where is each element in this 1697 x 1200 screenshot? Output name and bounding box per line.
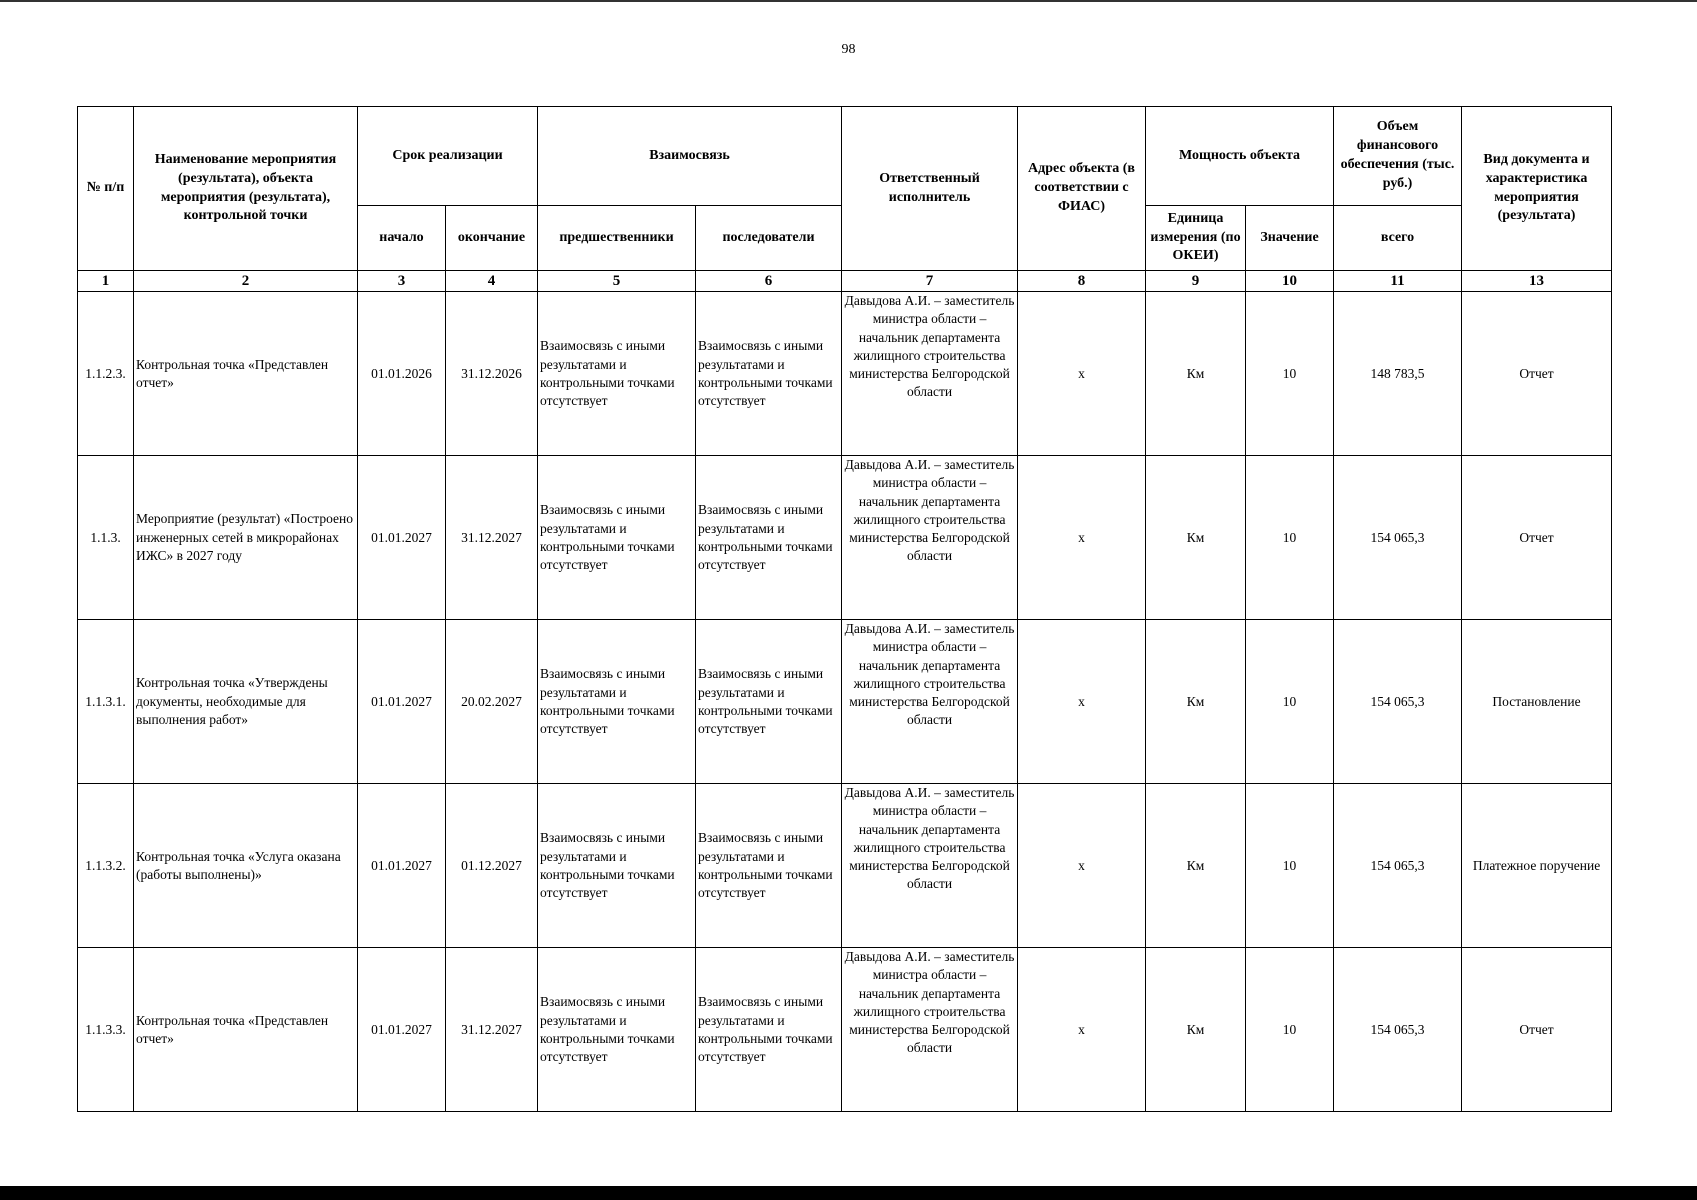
cell-doc: Постановление: [1462, 620, 1612, 784]
cell-address: х: [1018, 292, 1146, 456]
header-name: Наименование мероприятия (результата), объекта мероприятия (результата), контрольной точки: [134, 107, 358, 271]
header-num: № п/п: [78, 107, 134, 271]
column-number: 8: [1018, 271, 1146, 292]
cell-predecessors: Взаимосвязь с иными результатами и контрольными точками отсутствует: [538, 948, 696, 1112]
cell-total: 148 783,5: [1334, 292, 1462, 456]
cell-start: 01.01.2027: [358, 456, 446, 620]
cell-total: 154 065,3: [1334, 620, 1462, 784]
top-border-line: [0, 0, 1697, 2]
header-capacity: Мощность объекта: [1146, 107, 1334, 206]
cell-end: 01.12.2027: [446, 784, 538, 948]
cell-responsible: Давыдова А.И. – заместитель министра области – начальник департамента жилищного строительства министерства Белгородской области: [842, 292, 1018, 456]
cell-successors: Взаимосвязь с иными результатами и контрольными точками отсутствует: [696, 456, 842, 620]
cell-start: 01.01.2026: [358, 292, 446, 456]
cell-doc: Отчет: [1462, 948, 1612, 1112]
cell-predecessors: Взаимосвязь с иными результатами и контрольными точками отсутствует: [538, 784, 696, 948]
header-start: начало: [358, 206, 446, 271]
header-successors: последователи: [696, 206, 842, 271]
cell-value: 10: [1246, 948, 1334, 1112]
cell-value: 10: [1246, 784, 1334, 948]
cell-responsible: Давыдова А.И. – заместитель министра области – начальник департамента жилищного строительства министерства Белгородской области: [842, 948, 1018, 1112]
cell-successors: Взаимосвязь с иными результатами и контрольными точками отсутствует: [696, 292, 842, 456]
header-unit: Единица измерения (по ОКЕИ): [1146, 206, 1246, 271]
cell-responsible: Давыдова А.И. – заместитель министра области – начальник департамента жилищного строительства министерства Белгородской области: [842, 620, 1018, 784]
cell-doc: Отчет: [1462, 292, 1612, 456]
header-doc-type: Вид документа и характеристика мероприятия (результата): [1462, 107, 1612, 271]
cell-address: х: [1018, 620, 1146, 784]
cell-value: 10: [1246, 620, 1334, 784]
cell-value: 10: [1246, 456, 1334, 620]
header-finance: Объем финансового обеспечения (тыс. руб.): [1334, 107, 1462, 206]
cell-num: 1.1.2.3.: [78, 292, 134, 456]
column-number: 13: [1462, 271, 1612, 292]
implementation-plan-table: [77, 106, 1612, 1112]
table-row: [78, 784, 1612, 948]
column-number: 2: [134, 271, 358, 292]
column-number-row: [78, 271, 1612, 292]
column-number: 5: [538, 271, 696, 292]
page-number: 98: [841, 42, 856, 57]
cell-successors: Взаимосвязь с иными результатами и контрольными точками отсутствует: [696, 620, 842, 784]
cell-total: 154 065,3: [1334, 456, 1462, 620]
column-number: 11: [1334, 271, 1462, 292]
cell-end: 31.12.2027: [446, 948, 538, 1112]
header-period: Срок реализации: [358, 107, 538, 206]
cell-end: 31.12.2026: [446, 292, 538, 456]
cell-unit: Км: [1146, 620, 1246, 784]
cell-responsible: Давыдова А.И. – заместитель министра области – начальник департамента жилищного строительства министерства Белгородской области: [842, 784, 1018, 948]
cell-end: 20.02.2027: [446, 620, 538, 784]
header-responsible: Ответственный исполнитель: [842, 107, 1018, 271]
cell-start: 01.01.2027: [358, 784, 446, 948]
cell-total: 154 065,3: [1334, 784, 1462, 948]
cell-unit: Км: [1146, 292, 1246, 456]
cell-name: Контрольная точка «Утверждены документы, необходимые для выполнения работ»: [134, 620, 358, 784]
cell-doc: Платежное поручение: [1462, 784, 1612, 948]
header-end: окончание: [446, 206, 538, 271]
header-address: Адрес объекта (в соответствии с ФИАС): [1018, 107, 1146, 271]
cell-address: х: [1018, 948, 1146, 1112]
header-link: Взаимосвязь: [538, 107, 842, 206]
header-value: Значение: [1246, 206, 1334, 271]
cell-unit: Км: [1146, 456, 1246, 620]
cell-unit: Км: [1146, 784, 1246, 948]
table-row: [78, 948, 1612, 1112]
cell-address: х: [1018, 784, 1146, 948]
cell-num: 1.1.3.3.: [78, 948, 134, 1112]
cell-start: 01.01.2027: [358, 948, 446, 1112]
cell-name: Мероприятие (результат) «Построено инженерных сетей в микрорайонах ИЖС» в 2027 году: [134, 456, 358, 620]
cell-successors: Взаимосвязь с иными результатами и контрольными точками отсутствует: [696, 948, 842, 1112]
table-row: [78, 456, 1612, 620]
header-predecessors: предшественники: [538, 206, 696, 271]
column-number: 9: [1146, 271, 1246, 292]
table-row: [78, 620, 1612, 784]
column-number: 1: [78, 271, 134, 292]
cell-name: Контрольная точка «Представлен отчет»: [134, 948, 358, 1112]
cell-responsible: Давыдова А.И. – заместитель министра области – начальник департамента жилищного строительства министерства Белгородской области: [842, 456, 1018, 620]
cell-predecessors: Взаимосвязь с иными результатами и контрольными точками отсутствует: [538, 620, 696, 784]
cell-successors: Взаимосвязь с иными результатами и контрольными точками отсутствует: [696, 784, 842, 948]
cell-num: 1.1.3.2.: [78, 784, 134, 948]
bottom-scan-band: [0, 1186, 1697, 1200]
cell-name: Контрольная точка «Представлен отчет»: [134, 292, 358, 456]
column-number: 10: [1246, 271, 1334, 292]
cell-predecessors: Взаимосвязь с иными результатами и контрольными точками отсутствует: [538, 456, 696, 620]
cell-num: 1.1.3.: [78, 456, 134, 620]
cell-total: 154 065,3: [1334, 948, 1462, 1112]
column-number: 7: [842, 271, 1018, 292]
cell-name: Контрольная точка «Услуга оказана (работы выполнены)»: [134, 784, 358, 948]
cell-predecessors: Взаимосвязь с иными результатами и контрольными точками отсутствует: [538, 292, 696, 456]
cell-end: 31.12.2027: [446, 456, 538, 620]
column-number: 6: [696, 271, 842, 292]
header-total: всего: [1334, 206, 1462, 271]
cell-address: х: [1018, 456, 1146, 620]
cell-doc: Отчет: [1462, 456, 1612, 620]
cell-start: 01.01.2027: [358, 620, 446, 784]
table-row: [78, 292, 1612, 456]
column-number: 4: [446, 271, 538, 292]
cell-value: 10: [1246, 292, 1334, 456]
cell-unit: Км: [1146, 948, 1246, 1112]
cell-num: 1.1.3.1.: [78, 620, 134, 784]
column-number: 3: [358, 271, 446, 292]
